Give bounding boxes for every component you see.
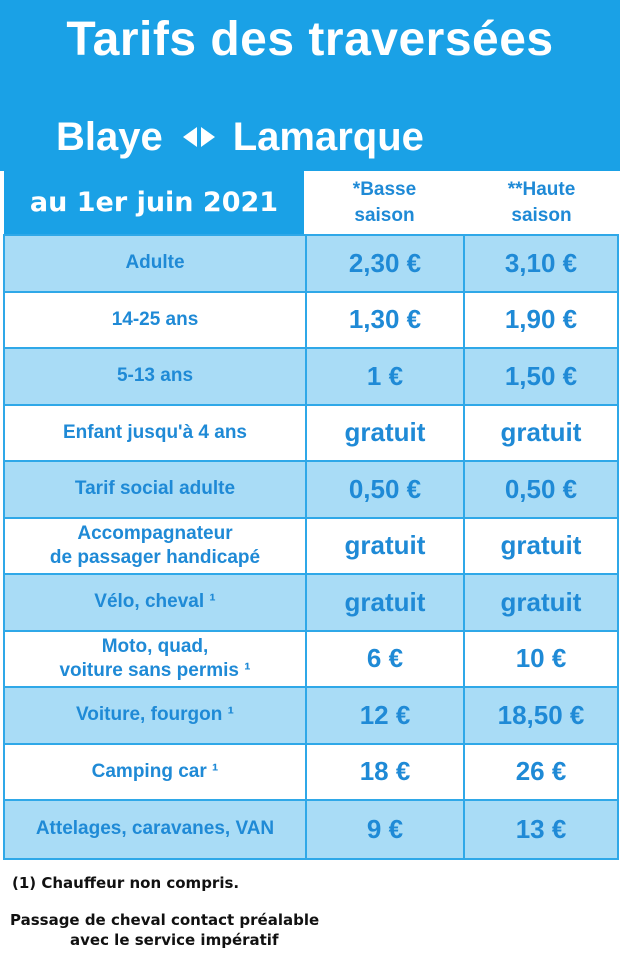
page-title: Tarifs des traversées [66,13,554,66]
table-row [5,349,617,406]
table-row [5,632,617,689]
price-basse-saison: 12 € [307,688,465,743]
header-banner [0,0,620,171]
price-basse-saison: gratuit [307,406,465,461]
table-row [5,801,617,858]
row-label: Enfant jusqu'à 4 ans [5,406,307,461]
row-label: Accompagnateur de passager handicapé [5,519,307,574]
price-haute-saison: gratuit [500,417,582,448]
price-haute-saison: gratuit [500,530,582,561]
price-basse-saison: 2,30 € [307,236,465,291]
row-label: Tarif social adulte [5,462,307,517]
table-row [5,462,617,519]
row-label: Moto, quad, voiture sans permis ¹ [5,632,307,687]
price-haute-saison: 26 € [515,756,567,787]
route-to: Lamarque [232,114,424,159]
price-haute-saison: 0,50 € [504,473,578,504]
route-from: Blaye [56,114,163,159]
row-label: 5-13 ans [5,349,307,404]
table-row [5,688,617,745]
left-right-arrows-icon [183,127,215,147]
price-basse-saison: gratuit [307,519,465,574]
column-header-haute-saison: **Haute saison [507,178,576,226]
price-haute-saison: 18,50 € [497,699,585,730]
price-basse-saison: 6 € [307,632,465,687]
footnote-chauffeur: (1) Chauffeur non compris. [12,874,240,892]
row-label: Adulte [5,236,307,291]
row-label: Voiture, fourgon ¹ [5,688,307,743]
route-line [56,112,424,162]
table-row [5,406,617,463]
price-basse-saison: 18 € [307,745,465,800]
price-haute-saison: 13 € [515,813,567,844]
row-label: 14-25 ans [5,293,307,348]
row-label: Attelages, caravanes, VAN [5,801,307,858]
row-label: Vélo, cheval ¹ [5,575,307,630]
table-row [5,519,617,576]
row-label: Camping car ¹ [5,745,307,800]
price-haute-saison: 3,10 € [504,247,578,278]
price-basse-saison: 0,50 € [307,462,465,517]
price-basse-saison: 9 € [307,801,465,858]
date-label: au 1er juin 2021 [4,171,304,234]
footnote-cheval: Passage de cheval contact préalable avec le service impératif [10,911,320,949]
price-haute-saison: 1,90 € [504,304,578,335]
table-row [5,745,617,802]
price-haute-saison: 10 € [515,643,567,674]
price-basse-saison: 1,30 € [307,293,465,348]
price-table [3,234,619,860]
price-haute-saison: gratuit [500,586,582,617]
price-basse-saison: 1 € [307,349,465,404]
column-header-basse-saison: *Basse saison [352,178,417,226]
price-haute-saison: 1,50 € [504,360,578,391]
table-row [5,293,617,350]
table-row [5,236,617,293]
table-row [5,575,617,632]
price-basse-saison: gratuit [307,575,465,630]
